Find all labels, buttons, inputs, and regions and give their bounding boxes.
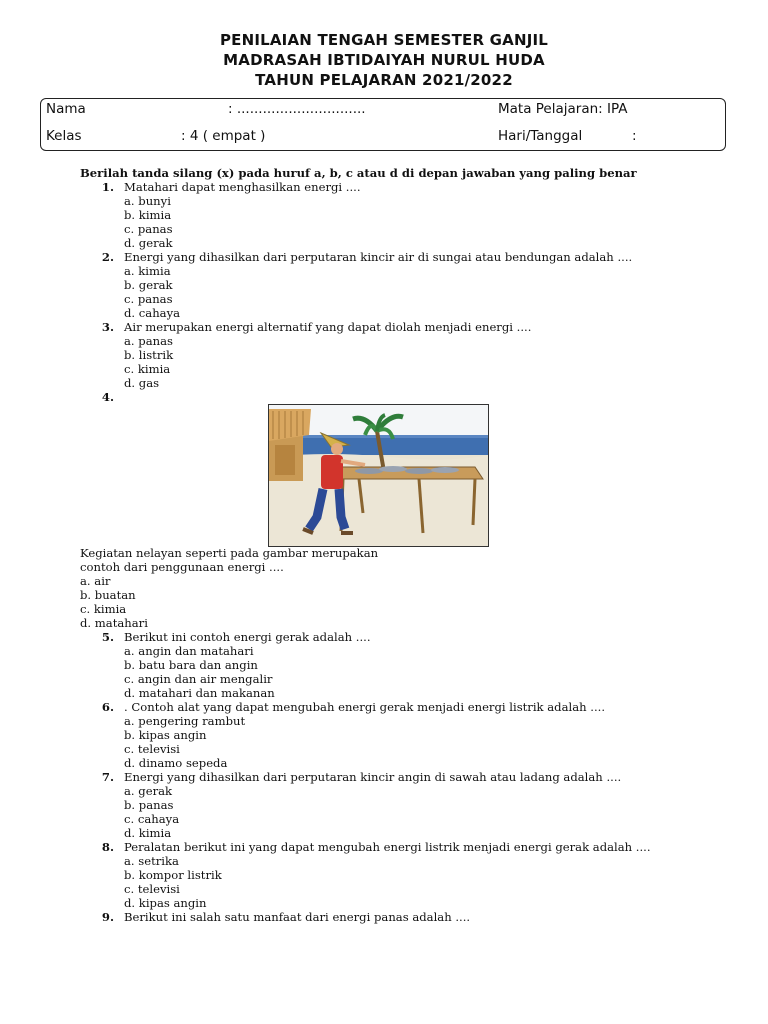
option: d. kimia <box>124 826 172 840</box>
mata-pelajaran-label: Mata Pelajaran: IPA <box>498 101 628 117</box>
hari-tanggal-value: : <box>632 128 637 144</box>
question-text: Berikut ini salah satu manfaat dari energi panas adalah .... <box>124 910 471 924</box>
option: b. kompor listrik <box>124 868 222 882</box>
option: a. bunyi <box>124 194 171 208</box>
option: c. angin dan air mengalir <box>124 672 273 686</box>
question-number: 5. <box>101 630 114 644</box>
option: b. listrik <box>124 348 174 362</box>
option: b. panas <box>124 798 174 812</box>
option: c. cahaya <box>124 812 180 826</box>
option: b. kipas angin <box>124 728 207 742</box>
question-text: Peralatan berikut ini yang dapat mengubah energi listrik menjadi energi gerak adalah .... <box>124 840 651 854</box>
question-number: 3. <box>101 320 114 334</box>
fisherman-drying-fish-illustration <box>268 404 489 547</box>
option: c. panas <box>124 222 173 236</box>
question-number: 2. <box>101 250 114 264</box>
question-text: . Contoh alat yang dapat mengubah energi gerak menjadi energi listrik adalah .... <box>124 700 606 714</box>
option: c. kimia <box>80 602 127 616</box>
option: d. cahaya <box>124 306 181 320</box>
option: a. pengering rambut <box>124 714 246 728</box>
option: d. kipas angin <box>124 896 207 910</box>
question-text: Energi yang dihasilkan dari perputaran kincir angin di sawah atau ladang adalah .... <box>124 770 622 784</box>
question-text: Air merupakan energi alternatif yang dapat diolah menjadi energi .... <box>124 320 532 334</box>
nama-label: Nama <box>46 101 86 117</box>
hari-tanggal-label: Hari/Tanggal <box>498 128 583 144</box>
question-number: 4. <box>101 390 114 404</box>
option: a. kimia <box>124 264 171 278</box>
kelas-label: Kelas <box>46 128 82 144</box>
option: a. gerak <box>124 784 173 798</box>
option: a. angin dan matahari <box>124 644 254 658</box>
question-number: 1. <box>101 180 114 194</box>
question-text: contoh dari penggunaan energi .... <box>80 560 284 574</box>
option: a. air <box>80 574 111 588</box>
question-number: 8. <box>101 840 114 854</box>
question-text: Energi yang dihasilkan dari perputaran kincir air di sungai atau bendungan adalah .... <box>124 250 633 264</box>
academic-year: TAHUN PELAJARAN 2021/2022 <box>255 71 513 89</box>
nama-value: : .............................. <box>228 101 366 117</box>
question-text: Berikut ini contoh energi gerak adalah .... <box>124 630 371 644</box>
exam-title: PENILAIAN TENGAH SEMESTER GANJIL <box>219 31 549 49</box>
option: b. buatan <box>80 588 136 602</box>
option: d. matahari <box>80 616 148 630</box>
question-number: 6. <box>101 700 114 714</box>
option: c. televisi <box>124 882 180 896</box>
option: c. televisi <box>124 742 180 756</box>
question-number: 9. <box>101 910 114 924</box>
option: a. setrika <box>124 854 179 868</box>
option: d. dinamo sepeda <box>124 756 228 770</box>
school-name: MADRASAH IBTIDAIYAH NURUL HUDA <box>223 51 545 69</box>
option: d. matahari dan makanan <box>124 686 275 700</box>
option: b. gerak <box>124 278 173 292</box>
kelas-value: : 4 ( empat ) <box>181 128 266 144</box>
option: a. panas <box>124 334 173 348</box>
option: c. kimia <box>124 362 171 376</box>
option: b. batu bara dan angin <box>124 658 258 672</box>
option: d. gerak <box>124 236 173 250</box>
option: b. kimia <box>124 208 172 222</box>
question-text: Kegiatan nelayan seperti pada gambar merupakan <box>80 546 379 560</box>
option: d. gas <box>124 376 160 390</box>
instruction: Berilah tanda silang (x) pada huruf a, b, c atau d di depan jawaban yang paling benar <box>80 166 637 180</box>
question-number: 7. <box>101 770 114 784</box>
question-text: Matahari dapat menghasilkan energi .... <box>124 180 361 194</box>
option: c. panas <box>124 292 173 306</box>
